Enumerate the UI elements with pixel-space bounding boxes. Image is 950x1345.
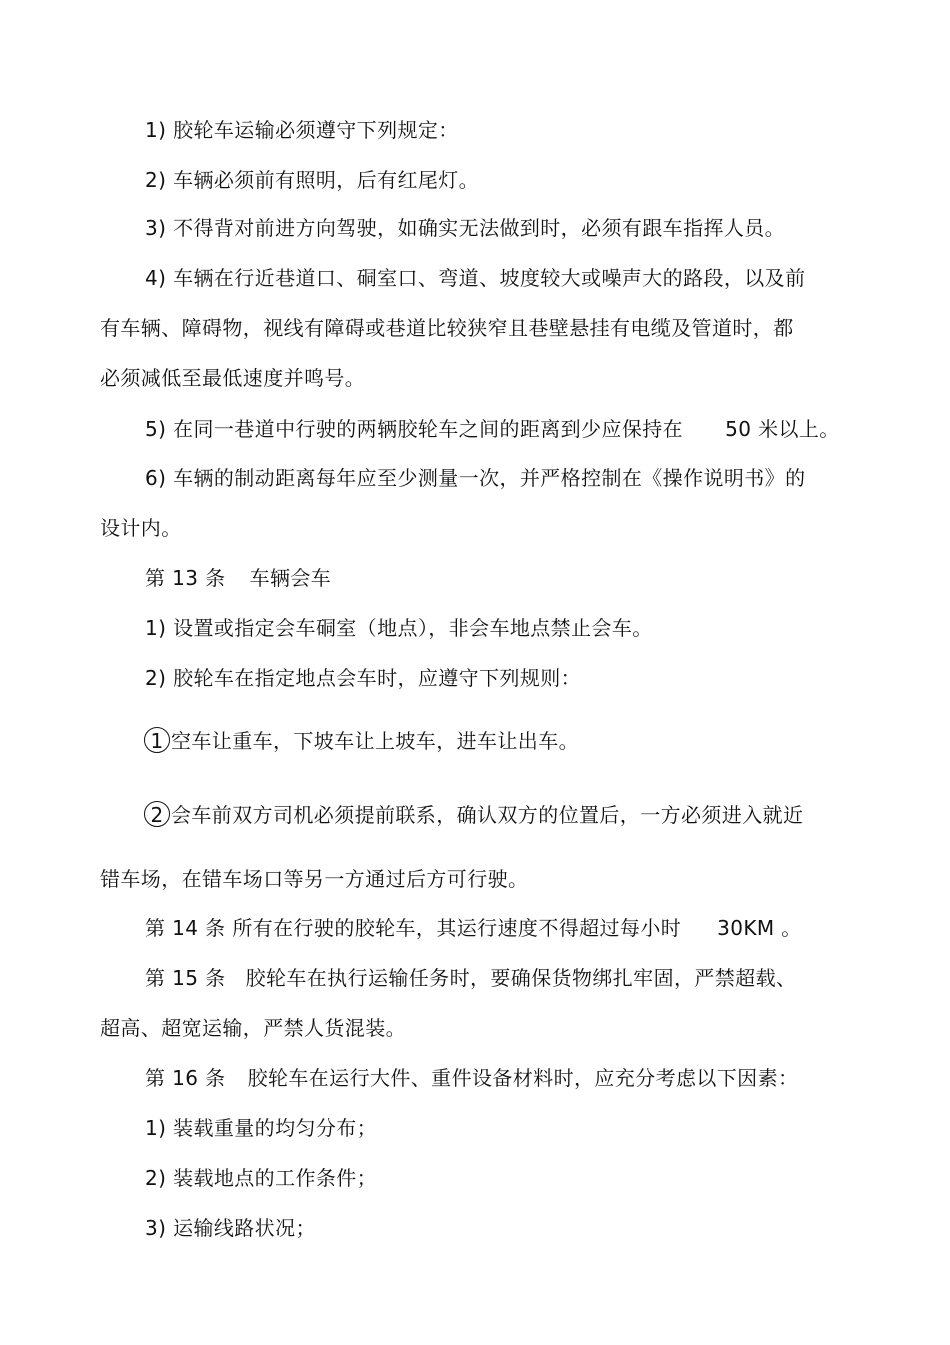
list-item-rule-4 (145, 265, 805, 291)
list-item-rule-1 (145, 117, 459, 143)
list-item-meeting-1 (145, 615, 653, 641)
paragraph-text: 胶轮车在运行大件、重件设备材料时，应充分考虑以下因素： (247, 1066, 799, 1090)
paragraph-text: 错车场，在错车场口等另一方通过后方可行驶。 (100, 867, 529, 891)
circled-item-2 (145, 802, 803, 828)
article-16 (145, 1065, 798, 1091)
paragraph-text: 胶轮车在执行运输任务时，要确保货物绑扎牢固，严禁超载、 (245, 966, 797, 990)
article-14 (145, 915, 802, 941)
circled-number-marker: 2 (145, 802, 169, 828)
circled-item-1 (145, 728, 579, 754)
paragraph-text: 2) 车辆必须前有照明，后有红尾灯。 (145, 168, 480, 192)
list-item-rule-2 (145, 167, 479, 193)
paragraph-text: 3) 不得背对前进方向驾驶，如确实无法做到时，必须有跟车指挥人员。 (145, 216, 786, 240)
paragraph-text: 4) 车辆在行近巷道口、硐室口、弯道、坡度较大或噪声大的路段，以及前 (145, 266, 806, 290)
paragraph-continuation (100, 1015, 406, 1041)
circled-number-marker: 1 (145, 728, 169, 754)
list-item-factor-1 (145, 1115, 377, 1141)
paragraph-text: 有车辆、障碍物，视线有障碍或巷道比较狭窄且巷壁悬挂有电缆及管道时，都 (100, 316, 794, 340)
paragraph-text: 1) 胶轮车运输必须遵守下列规定： (145, 118, 459, 142)
paragraph-text: 1) 装载重量的均匀分布； (145, 1116, 378, 1140)
article-title: 车辆会车 (249, 566, 332, 590)
paragraph-text: 必须减低至最低速度并鸣号。 (100, 366, 366, 390)
article-15 (145, 965, 796, 991)
paragraph-continuation (100, 866, 528, 892)
paragraph-text: 超高、超宽运输，严禁人货混装。 (100, 1016, 406, 1040)
list-item-meeting-2 (145, 665, 581, 691)
paragraph-continuation (100, 515, 182, 541)
paragraph-text: 会车前双方司机必须提前联系，确认双方的位置后，一方必须进入就近 (171, 803, 804, 827)
list-item-factor-2 (145, 1165, 377, 1191)
paragraph-text: 设计内。 (100, 516, 182, 540)
paragraph-continuation (100, 315, 794, 341)
paragraph-text: 3) 运输线路状况； (145, 1216, 316, 1240)
speed-value: 30KM 。 (717, 916, 802, 940)
list-item-rule-5 (145, 416, 840, 442)
paragraph-text: 1) 设置或指定会车硐室（地点），非会车地点禁止会车。 (145, 616, 653, 640)
paragraph-text: 2) 装载地点的工作条件； (145, 1166, 378, 1190)
distance-value: 50 米以上。 (725, 417, 840, 441)
article-number: 第 16 条 (145, 1066, 226, 1090)
paragraph-text: 6) 车辆的制动距离每年应至少测量一次，并严格控制在《操作说明书》的 (145, 466, 806, 490)
article-number: 第 13 条 (145, 566, 226, 590)
article-heading-13 (145, 565, 331, 591)
paragraph-text: 2) 胶轮车在指定地点会车时，应遵守下列规则： (145, 666, 582, 690)
paragraph-text: 第 14 条 所有在行驶的胶轮车，其运行速度不得超过每小时 (145, 916, 682, 940)
paragraph-continuation (100, 365, 365, 391)
paragraph-text: 空车让重车，下坡车让上坡车，进车让出车。 (171, 729, 579, 753)
list-item-rule-3 (145, 215, 785, 241)
article-number: 第 15 条 (145, 966, 226, 990)
list-item-factor-3 (145, 1215, 316, 1241)
paragraph-text: 5) 在同一巷道中行驶的两辆胶轮车之间的距离到少应保持在 (145, 417, 684, 441)
list-item-rule-6 (145, 465, 805, 491)
